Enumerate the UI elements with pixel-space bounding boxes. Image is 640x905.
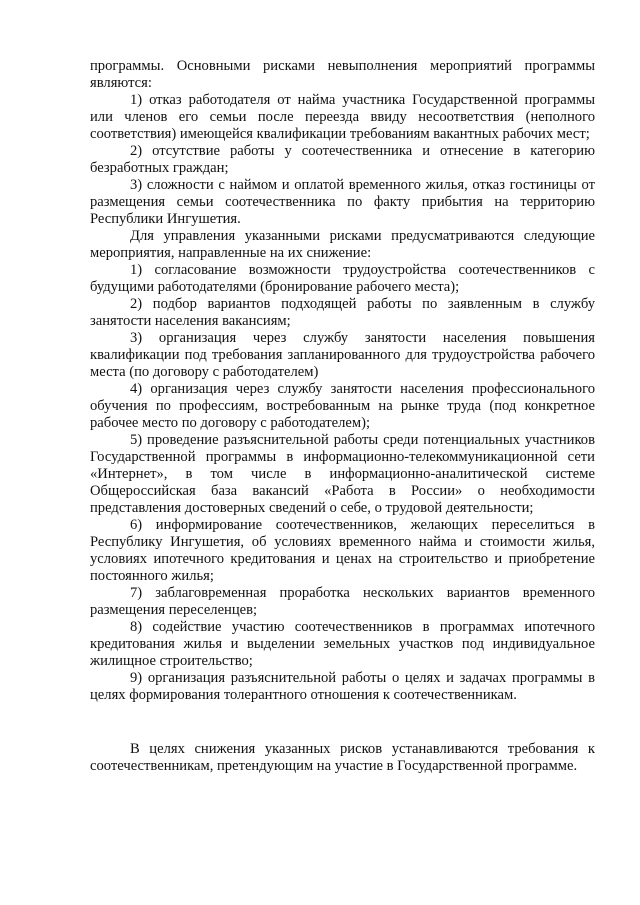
measure-item-3: 3) организация через службу занятости населения повышения квалификации под требования запланированного для трудоустройства рабочего места (по договору с работодателем) <box>90 330 595 380</box>
measure-item-6: 6) информирование соотечественников, желающих переселиться в Республику Ингушетия, об условиях временного найма и стоимости жилья, условиях ипотечного кредитования и ценах на строительство и приобретение постоянного жилья; <box>90 517 595 584</box>
risk-item-2: 2) отсутствие работы у соотечественника и отнесение в категорию безработных граждан; <box>90 143 595 176</box>
requirements-paragraph: В целях снижения указанных рисков устанавливаются требования к соотечественникам, претендующим на участие в Государственной программе. <box>90 741 595 774</box>
document-page <box>90 58 595 775</box>
measure-item-4: 4) организация через службу занятости населения профессионального обучения по профессиям, востребованным на рынке труда (под конкретное рабочее место по договору с работодателем); <box>90 381 595 431</box>
measure-item-7: 7) заблаговременная проработка нескольких вариантов временного размещения переселенцев; <box>90 585 595 618</box>
measure-item-5: 5) проведение разъяснительной работы среди потенциальных участников Государственной программы в информационно-телекоммуникационной сети «Интернет», в том числе в информационно-аналитической системе Общероссийская база вакансий «Работа в России» о необходимости представления достоверных сведений о себе, о трудовой деятельности; <box>90 432 595 516</box>
measure-item-2: 2) подбор вариантов подходящей работы по заявленным в службу занятости населения вакансиям; <box>90 296 595 329</box>
measures-intro: Для управления указанными рисками предусматриваются следующие мероприятия, направленные на их снижение: <box>90 228 595 261</box>
paragraph-gap <box>90 704 595 741</box>
measure-item-1: 1) согласование возможности трудоустройства соотечественников с будущими работодателями (бронирование рабочего места); <box>90 262 595 295</box>
risk-item-1: 1) отказ работодателя от найма участника Государственной программы или членов его семьи после переезда ввиду несоответствия (неполного соответствия) имеющейся квалификации требованиям вакантных рабочих мест; <box>90 92 595 142</box>
paragraph-continuation: программы. Основными рисками невыполнения мероприятий программы являются: <box>90 58 595 91</box>
measure-item-8: 8) содействие участию соотечественников в программах ипотечного кредитования жилья и выделении земельных участков под индивидуальное жилищное строительство; <box>90 619 595 669</box>
risk-item-3: 3) сложности с наймом и оплатой временного жилья, отказ гостиницы от размещения семьи соотечественника по факту прибытия на территорию Республики Ингушетия. <box>90 177 595 227</box>
measure-item-9: 9) организация разъяснительной работы о целях и задачах программы в целях формирования толерантного отношения к соотечественникам. <box>90 670 595 703</box>
